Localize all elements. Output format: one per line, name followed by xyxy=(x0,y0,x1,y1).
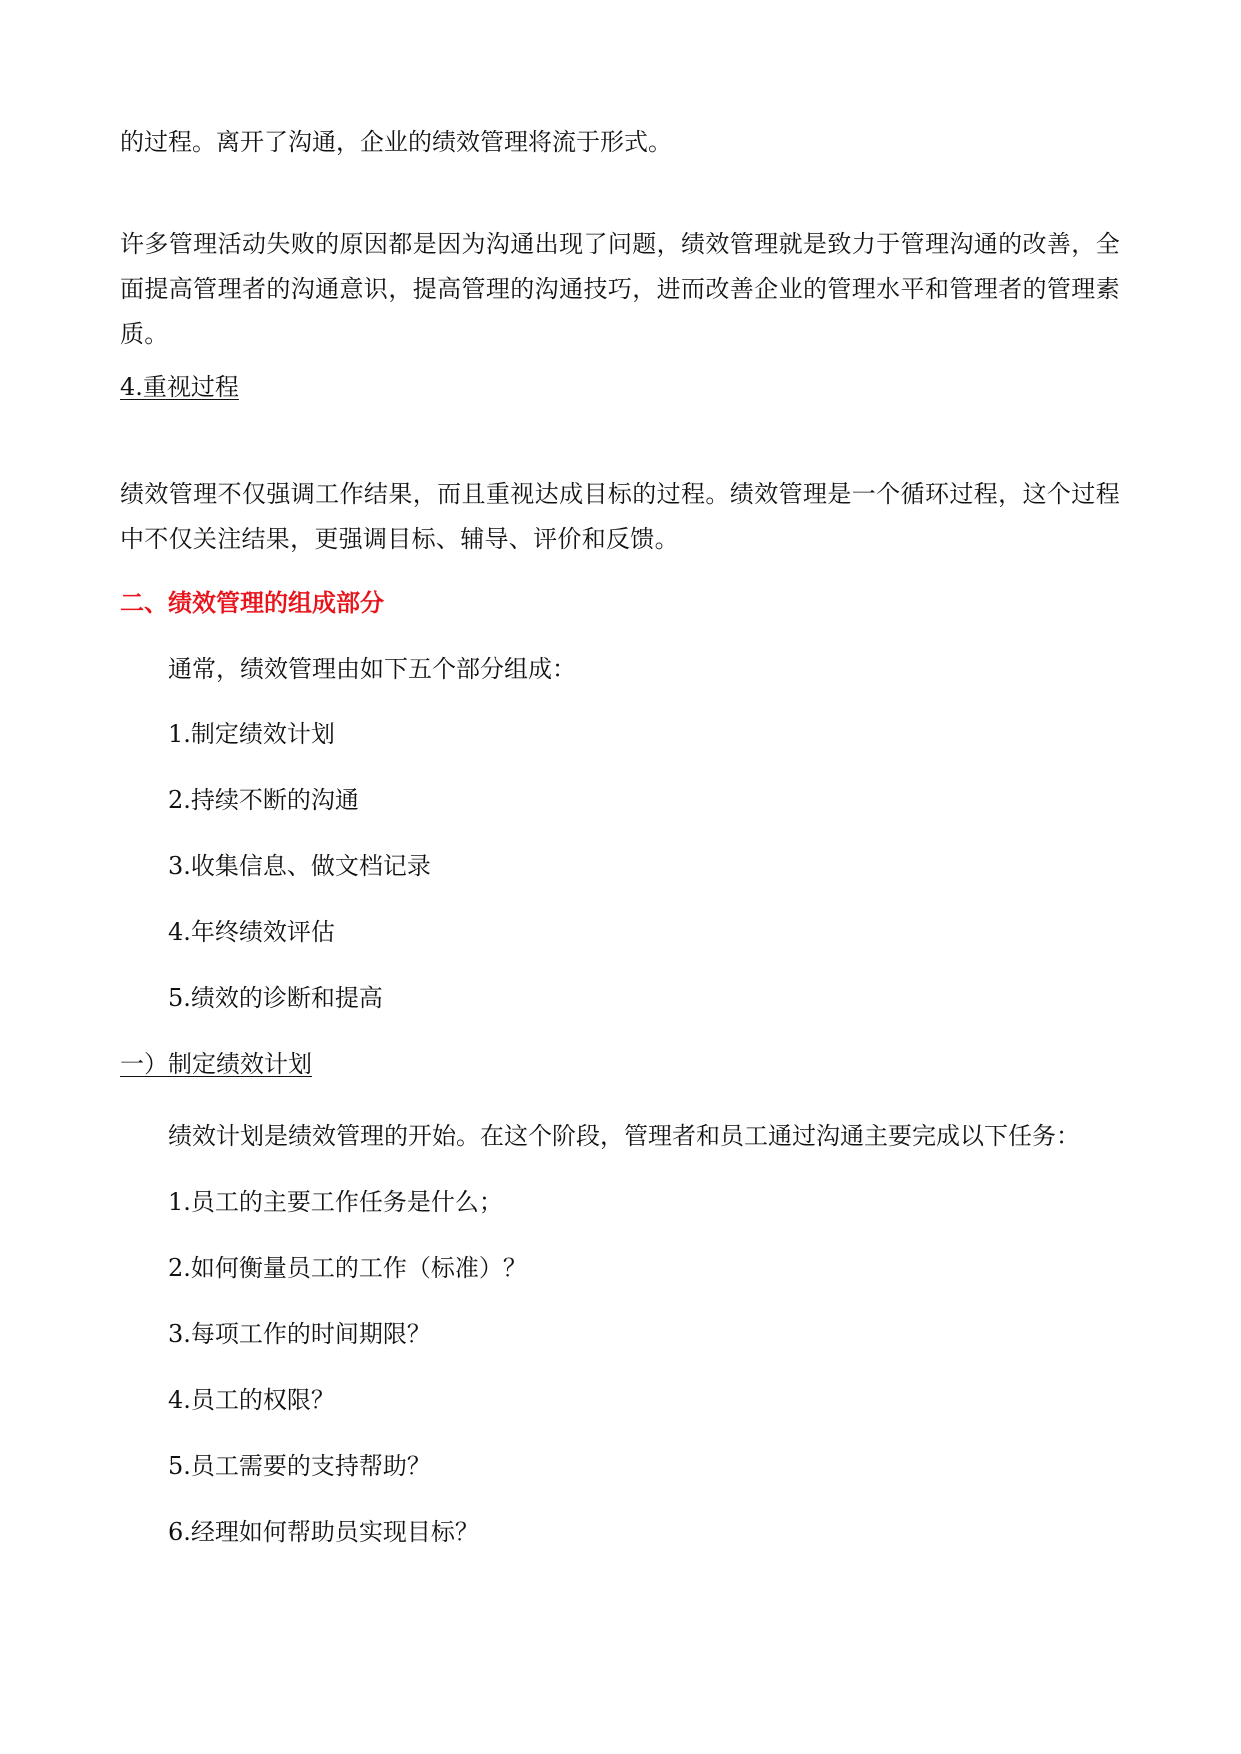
list-item: 4.年终绩效评估 xyxy=(168,918,335,946)
subsection-intro: 绩效计划是绩效管理的开始。在这个阶段，管理者和员工通过沟通主要完成以下任务： xyxy=(168,1122,1080,1150)
section-intro: 通常，绩效管理由如下五个部分组成： xyxy=(168,655,576,683)
list-item: 6.经理如何帮助员实现目标？ xyxy=(168,1518,479,1546)
list-item: 4.员工的权限？ xyxy=(168,1386,335,1414)
list-item: 5.绩效的诊断和提高 xyxy=(168,984,383,1012)
list-item: 1.制定绩效计划 xyxy=(168,720,335,748)
section-heading-components: 二、绩效管理的组成部分 xyxy=(120,589,384,617)
heading-process: 4.重视过程 xyxy=(120,373,239,401)
subheading-performance-plan: 一）制定绩效计划 xyxy=(120,1050,312,1078)
list-item: 2.持续不断的沟通 xyxy=(168,786,359,814)
list-item: 2.如何衡量员工的工作（标准）？ xyxy=(168,1254,527,1282)
paragraph-communication: 许多管理活动失败的原因都是因为沟通出现了问题，绩效管理就是致力于管理沟通的改善，全面提高管理者的沟通意识，提高管理的沟通技巧，进而改善企业的管理水平和管理者的管理素质。 xyxy=(120,230,1120,348)
list-item: 5.员工需要的支持帮助？ xyxy=(168,1452,431,1480)
paragraph-process: 绩效管理不仅强调工作结果，而且重视达成目标的过程。绩效管理是一个循环过程，这个过程中不仅关注结果，更强调目标、辅导、评价和反馈。 xyxy=(120,480,1120,553)
paragraph-intro-tail: 的过程。离开了沟通，企业的绩效管理将流于形式。 xyxy=(120,128,672,156)
list-item: 3.每项工作的时间期限？ xyxy=(168,1320,431,1348)
list-item: 3.收集信息、做文档记录 xyxy=(168,852,431,880)
list-item: 1.员工的主要工作任务是什么； xyxy=(168,1188,503,1216)
